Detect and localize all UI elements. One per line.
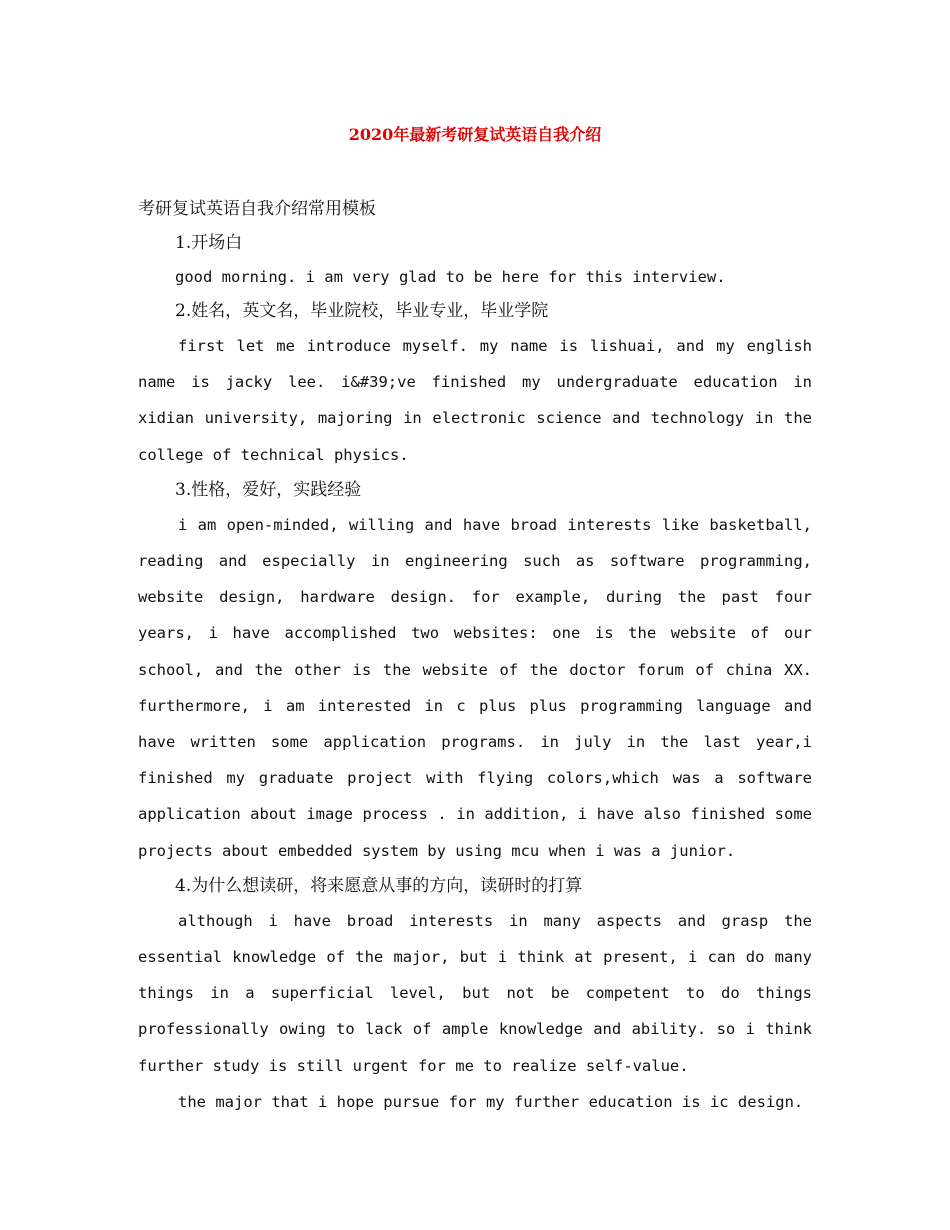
section-heading-motivation: 4.为什么想读研，将来愿意从事的方向，读研时的打算: [175, 875, 583, 896]
paragraph-motivation: although i have broad interests in many aspects and grasp the essential knowledge of the major, but i think at present, i can do many things in a superficial level, but not be competent to do things professionally owing to lack of ample knowledge and ability. so i think further study is still urgent for me to realize self-value.: [138, 911, 812, 1075]
document-title: 2020年最新考研复试英语自我介绍: [348, 125, 602, 144]
paragraph-personality: i am open-minded, willing and have broad interests like basketball, reading and especially in engineering such as software programming, website design, hardware design. for example, during the past four years, i have accomplished two websites: one is the website of our school, and the other is the website of the doctor forum of china XX. furthermore, i am interested in c plus plus programming language and have written some application programs. in july in the last year,i finished my graduate project with flying colors,which was a software application about image process . in addition, i have also finished some projects about embedded system by using mcu when i was a junior.: [138, 515, 812, 860]
section-heading-personality: 3.性格，爱好，实践经验: [175, 479, 362, 500]
section-heading-name: 2.姓名，英文名，毕业院校，毕业专业，毕业学院: [175, 301, 549, 321]
intro-heading: 考研复试英语自我介绍常用模板: [138, 199, 376, 219]
paragraph-opening: good morning. i am very glad to be here for this interview.: [175, 268, 726, 286]
document-body: [138, 192, 812, 1120]
paragraph-introduction: first let me introduce myself. my name is lishuai, and my english name is jacky lee. i&#39;ve finished my undergraduate education in xidian university, majoring in electronic science and technology in the college of technical physics.: [138, 337, 812, 464]
paragraph-major: the major that i hope pursue for my further education is ic design.: [178, 1092, 804, 1111]
section-heading-opening: 1.开场白: [175, 233, 243, 253]
